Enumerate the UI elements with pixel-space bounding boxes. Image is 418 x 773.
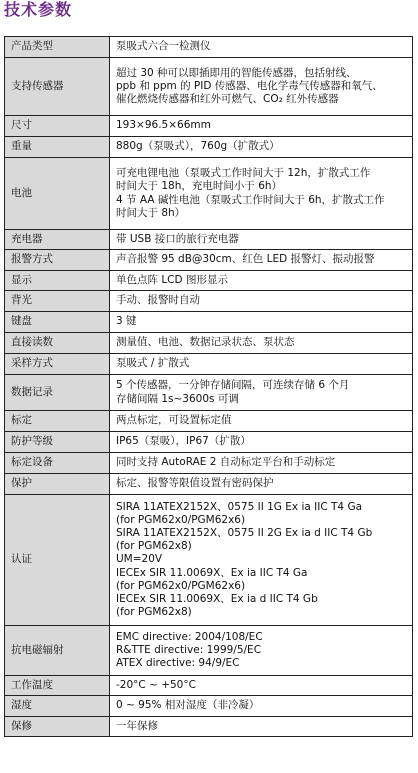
spec-row bbox=[5, 116, 413, 137]
spec-value bbox=[110, 291, 413, 312]
spec-value-line: 3 键 bbox=[116, 315, 137, 328]
spec-row bbox=[5, 158, 413, 230]
spec-value bbox=[110, 432, 413, 453]
spec-value bbox=[110, 375, 413, 411]
spec-row bbox=[5, 411, 413, 432]
spec-label: 抗电磁辐射 bbox=[5, 626, 110, 676]
spec-value-line: IP65（泵吸），IP67（扩散） bbox=[116, 435, 251, 448]
spec-value bbox=[110, 474, 413, 495]
spec-value bbox=[110, 717, 413, 737]
spec-row bbox=[5, 37, 413, 58]
spec-value-line: 手动、报警时自动 bbox=[116, 294, 200, 307]
spec-label: 充电器 bbox=[5, 230, 110, 250]
spec-value-line: (for PGM62x8) bbox=[116, 606, 192, 619]
page-title: 技术参数 bbox=[4, 0, 73, 19]
spec-value-line: 测量值、电池、数据记录状态、泵状态 bbox=[116, 336, 295, 349]
spec-value-line: (for PGM62x0/PGM62x6) bbox=[116, 513, 246, 526]
spec-value-line: SIRA 11ATEX2152X、0575 II 1G Ex ia IIC T4 Ga bbox=[116, 500, 363, 513]
spec-label: 数据记录 bbox=[5, 375, 110, 411]
spec-value bbox=[110, 626, 413, 676]
spec-row bbox=[5, 676, 413, 696]
spec-value-line: SIRA 11ATEX2152X、0575 II 2G Ex ia d IIC T4 Gb bbox=[116, 526, 373, 539]
spec-value bbox=[110, 137, 413, 158]
spec-value-line: (for PGM62x0/PGM62x6) bbox=[116, 579, 246, 592]
spec-value-line: 超过 30 种可以即插即用的智能传感器，包括射线、 bbox=[116, 66, 357, 79]
spec-value bbox=[110, 411, 413, 432]
spec-label: 产品类型 bbox=[5, 37, 110, 58]
spec-value-line: 声音报警 95 dB@30cm、红色 LED 报警灯、振动报警 bbox=[116, 253, 375, 266]
spec-value-line: IECEx SIR 11.0069X、Ex ia IIC T4 Ga bbox=[116, 566, 308, 579]
spec-value-line: 可充电锂电池（泵吸式工作时间大于 12h，扩散式工作 bbox=[116, 167, 371, 180]
spec-value bbox=[110, 116, 413, 137]
spec-value bbox=[110, 696, 413, 717]
spec-value-line: 时间大于 18h，充电时间小于 6h） bbox=[116, 180, 283, 193]
spec-value-line: 存储间隔 1s~3600s 可调 bbox=[116, 392, 239, 405]
spec-value-line: ATEX directive: 94/9/EC bbox=[116, 657, 240, 670]
spec-label: 报警方式 bbox=[5, 250, 110, 271]
spec-value bbox=[110, 676, 413, 696]
spec-value bbox=[110, 453, 413, 474]
spec-label: 重量 bbox=[5, 137, 110, 158]
spec-value bbox=[110, 230, 413, 250]
spec-value-line: 880g（泵吸式），760g（扩散式） bbox=[116, 140, 280, 153]
spec-row bbox=[5, 375, 413, 411]
spec-value-line: 时间大于 8h） bbox=[116, 206, 186, 219]
spec-value-line: ppb 和 ppm 的 PID 传感器、电化学毒气传感器和氧气、 bbox=[116, 79, 383, 92]
spec-row bbox=[5, 432, 413, 453]
spec-value-line: 单色点阵 LCD 图形显示 bbox=[116, 273, 228, 286]
spec-value-line: 0 ~ 95% 相对湿度（非冷凝） bbox=[116, 699, 260, 712]
spec-value-line: 5 个传感器，一分钟存储间隔，可连续存储 6 个月 bbox=[116, 379, 350, 392]
spec-value-line: R&TTE directive: 1999/5/EC bbox=[116, 643, 262, 656]
spec-row bbox=[5, 453, 413, 474]
spec-value-line: -20°C ~ +50°C bbox=[116, 678, 196, 691]
spec-value-line: 一年保修 bbox=[116, 719, 158, 732]
spec-row bbox=[5, 626, 413, 676]
spec-label: 防护等级 bbox=[5, 432, 110, 453]
spec-value-line: (for PGM62x8) bbox=[116, 540, 192, 553]
spec-value bbox=[110, 58, 413, 116]
spec-value-line: UM=20V bbox=[116, 553, 163, 566]
spec-row bbox=[5, 495, 413, 626]
spec-row bbox=[5, 354, 413, 375]
spec-value-line: 催化燃烧传感器和红外可燃气、CO₂ 红外传感器 bbox=[116, 93, 339, 106]
spec-value-line: 两点标定，可设置标定值 bbox=[116, 414, 232, 427]
spec-label: 显示 bbox=[5, 271, 110, 291]
spec-value bbox=[110, 158, 413, 230]
spec-value-line: 泵吸式六合一检测仪 bbox=[116, 40, 211, 53]
spec-value bbox=[110, 250, 413, 271]
spec-value-line: EMC directive: 2004/108/EC bbox=[116, 630, 263, 643]
spec-row bbox=[5, 58, 413, 116]
spec-row bbox=[5, 137, 413, 158]
spec-row bbox=[5, 230, 413, 250]
spec-value-line: IECEx SIR 11.0069X、Ex ia d IIC T4 Gb bbox=[116, 593, 318, 605]
spec-value-line: 泵吸式 / 扩散式 bbox=[116, 357, 190, 370]
spec-row bbox=[5, 333, 413, 354]
spec-label: 标定 bbox=[5, 411, 110, 432]
spec-label: 支持传感器 bbox=[5, 58, 110, 116]
spec-label: 湿度 bbox=[5, 696, 110, 717]
spec-value bbox=[110, 271, 413, 291]
spec-row bbox=[5, 717, 413, 737]
spec-value bbox=[110, 312, 413, 333]
spec-value bbox=[110, 37, 413, 58]
spec-label: 背光 bbox=[5, 291, 110, 312]
spec-label: 尺寸 bbox=[5, 116, 110, 137]
spec-value-line: 标定、报警等限值设置有密码保护 bbox=[116, 477, 274, 490]
spec-label: 电池 bbox=[5, 158, 110, 230]
spec-value-line: 带 USB 接口的旅行充电器 bbox=[116, 232, 239, 245]
spec-table-body bbox=[5, 37, 413, 737]
spec-value-line: 4 节 AA 碱性电池（泵吸式工作时间大于 6h，扩散式工作 bbox=[116, 193, 385, 206]
spec-label: 认证 bbox=[5, 495, 110, 626]
spec-value bbox=[110, 354, 413, 375]
spec-value bbox=[110, 495, 413, 626]
spec-value-line: 193×96.5×66mm bbox=[116, 119, 211, 132]
spec-value-line: 同时支持 AutoRAE 2 自动标定平台和手动标定 bbox=[116, 456, 336, 469]
spec-value bbox=[110, 333, 413, 354]
spec-row bbox=[5, 250, 413, 271]
spec-label: 键盘 bbox=[5, 312, 110, 333]
spec-label: 保修 bbox=[5, 717, 110, 737]
spec-table bbox=[4, 36, 413, 737]
spec-row bbox=[5, 271, 413, 291]
spec-row bbox=[5, 291, 413, 312]
spec-row bbox=[5, 696, 413, 717]
spec-row bbox=[5, 312, 413, 333]
spec-label: 保护 bbox=[5, 474, 110, 495]
spec-label: 标定设备 bbox=[5, 453, 110, 474]
spec-label: 工作温度 bbox=[5, 676, 110, 696]
spec-row bbox=[5, 474, 413, 495]
spec-label: 采样方式 bbox=[5, 354, 110, 375]
spec-label: 直接读数 bbox=[5, 333, 110, 354]
